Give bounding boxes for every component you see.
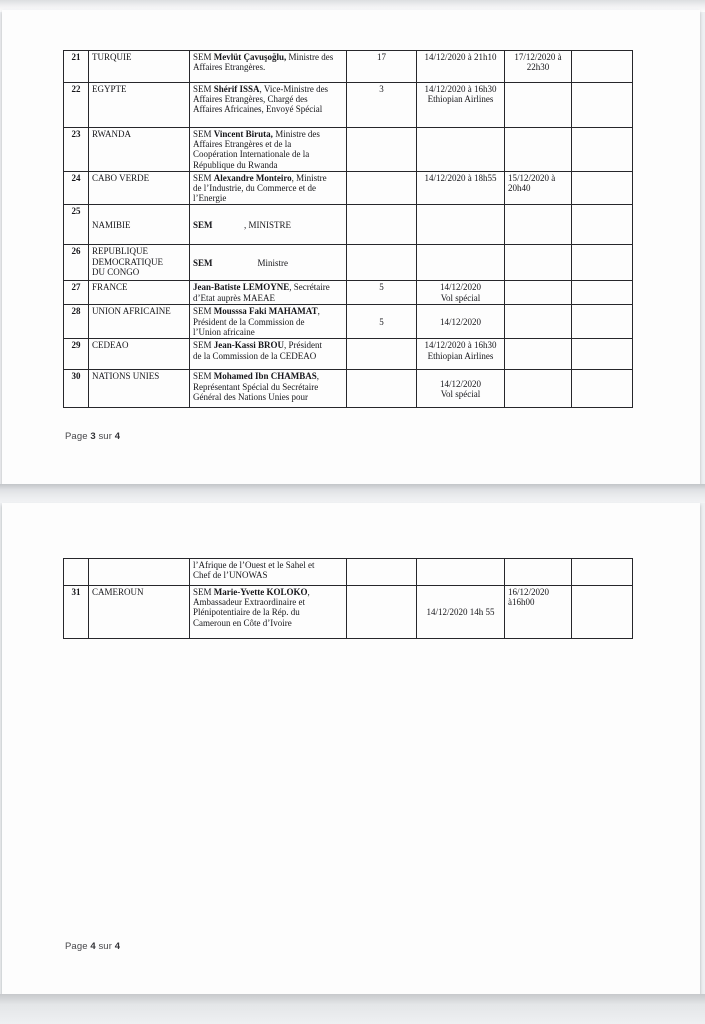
text-line xyxy=(193,382,343,392)
text: 23 xyxy=(71,129,81,139)
text: SEM xyxy=(193,371,214,382)
table-cell xyxy=(572,559,633,586)
text: Vol spécial xyxy=(440,292,481,303)
table-row xyxy=(64,128,633,172)
text: Ambassadeur Extraordinaire et xyxy=(193,597,305,608)
text-line xyxy=(350,84,413,94)
bold-text: 4 xyxy=(114,941,121,952)
text: NAMIBIE xyxy=(92,219,131,230)
table-cell xyxy=(572,51,633,83)
table-cell xyxy=(190,559,347,586)
table-row xyxy=(64,205,633,245)
text: 14/12/2020 xyxy=(439,378,481,389)
table-cell xyxy=(64,281,89,305)
text: 26 xyxy=(71,246,81,257)
text-line xyxy=(92,173,186,183)
text: , MINISTRE xyxy=(212,219,292,230)
text-line xyxy=(420,340,501,350)
table-cell xyxy=(64,205,89,245)
table-cell xyxy=(505,128,572,172)
table-cell xyxy=(417,305,505,339)
text-line xyxy=(67,206,85,216)
text-line xyxy=(193,618,343,628)
bold-text: Jean-Batiste LEMOYNE xyxy=(193,282,290,293)
text: , xyxy=(307,587,310,597)
table-cell xyxy=(190,51,347,83)
text: 14/12/2020 xyxy=(439,282,481,293)
text: d’Etat auprès MAEAE xyxy=(193,292,275,303)
table-cell xyxy=(505,83,572,128)
text: 14/12/2020 à 21h10 xyxy=(424,52,497,62)
table-cell xyxy=(64,339,89,370)
text: 22 xyxy=(71,84,81,94)
text: FRANCE xyxy=(92,282,128,293)
text: EGYPTE xyxy=(92,84,127,94)
text-line xyxy=(193,351,343,361)
text-line xyxy=(67,52,85,62)
table-cell xyxy=(572,339,633,370)
table-row xyxy=(64,281,633,305)
text: de la Commission de la CEDEAO xyxy=(193,350,317,361)
text-line xyxy=(92,84,186,94)
text-line xyxy=(92,282,186,292)
table-cell xyxy=(64,245,89,281)
bottom-background xyxy=(0,994,705,1024)
table-cell xyxy=(347,205,417,245)
table-cell xyxy=(505,305,572,339)
table-cell xyxy=(190,205,347,245)
table-cell xyxy=(64,370,89,408)
table-cell xyxy=(505,205,572,245)
text: Chef de l’UNOWAS xyxy=(193,570,268,581)
table-cell xyxy=(347,171,417,205)
text-line xyxy=(67,282,85,292)
text-line xyxy=(193,84,343,94)
text: CAMEROUN xyxy=(92,587,144,597)
text: Affaires Etrangères. xyxy=(193,62,266,73)
text-line xyxy=(92,267,186,277)
text: DEMOCRATIQUE xyxy=(92,256,163,267)
table-cell xyxy=(572,370,633,408)
text-line xyxy=(420,389,501,399)
table-row xyxy=(64,305,633,339)
text: 29 xyxy=(71,340,81,351)
bold-text: Shérif ISSA xyxy=(213,84,260,94)
text-line xyxy=(92,246,186,256)
table-cell xyxy=(417,205,505,245)
table-row xyxy=(64,171,633,205)
bold-text: Mohamed Ibn CHAMBAS xyxy=(213,371,317,382)
text-line xyxy=(193,293,343,303)
text-line xyxy=(193,597,343,607)
table-cell xyxy=(572,281,633,305)
text-line xyxy=(193,62,343,72)
text-line xyxy=(508,587,568,597)
text-line xyxy=(92,257,186,267)
text-line xyxy=(193,560,343,570)
text: l’Union africaine xyxy=(193,326,255,337)
table-cell xyxy=(505,370,572,408)
bold-text: Jean-Kassi BROU xyxy=(213,340,285,351)
text: , Vice-Ministre des xyxy=(259,84,329,94)
table-cell xyxy=(64,83,89,128)
bold-text: 4 xyxy=(90,941,96,952)
text-line xyxy=(193,193,343,203)
table-cell xyxy=(505,281,572,305)
table-cell xyxy=(505,339,572,370)
text: Ministre xyxy=(212,257,289,268)
text-line xyxy=(420,293,501,303)
text: République du Rwanda xyxy=(193,159,278,170)
table-cell xyxy=(347,83,417,128)
table-cell xyxy=(64,586,89,639)
text: Affaires Africaines, Envoyé Spécial xyxy=(193,104,323,115)
text: SEM xyxy=(193,587,214,597)
text: Ministre des xyxy=(286,52,334,62)
text-line xyxy=(420,317,501,327)
arrivals-table-page-4 xyxy=(63,558,633,639)
table-cell xyxy=(64,305,89,339)
text-line xyxy=(193,306,343,316)
table-cell xyxy=(417,370,505,408)
text: à16h00 xyxy=(508,597,535,608)
table-cell xyxy=(64,559,89,586)
table-cell xyxy=(190,370,347,408)
text: REPUBLIQUE xyxy=(92,246,148,257)
table-cell xyxy=(89,51,190,83)
table-cell xyxy=(347,245,417,281)
text: , Ministre xyxy=(291,172,327,183)
text-line xyxy=(193,183,343,193)
text: 24 xyxy=(71,172,81,183)
text-line xyxy=(193,607,343,617)
bold-text: SEM xyxy=(193,219,213,230)
text: Général des Nations Unies pour xyxy=(193,391,308,402)
page-footer xyxy=(65,941,120,952)
text-line xyxy=(508,62,568,72)
text-line xyxy=(350,282,413,292)
table-cell xyxy=(347,370,417,408)
text: 17/12/2020 à xyxy=(514,52,562,62)
text: 20h40 xyxy=(508,183,531,194)
text-line xyxy=(67,306,85,316)
table-cell xyxy=(417,51,505,83)
text-line xyxy=(420,379,501,389)
table-cell xyxy=(89,586,190,639)
table-cell xyxy=(572,205,633,245)
text-line xyxy=(508,52,568,62)
text: sur xyxy=(95,941,115,952)
bold-text: SEM xyxy=(193,257,213,268)
text-line xyxy=(193,371,343,381)
text: Ministre des xyxy=(272,129,320,139)
text: 21 xyxy=(71,52,81,62)
text: Affaires Etrangères et de la xyxy=(193,139,292,150)
delegations-table xyxy=(63,50,633,408)
text-line xyxy=(508,173,568,183)
text: 5 xyxy=(379,282,384,293)
text: SEM xyxy=(193,172,214,183)
table-row xyxy=(64,83,633,128)
text: NATIONS UNIES xyxy=(92,371,160,382)
table-cell xyxy=(505,559,572,586)
text: 14/12/2020 à 18h55 xyxy=(424,172,497,183)
text: 16/12/2020 xyxy=(508,587,550,597)
text: RWANDA xyxy=(92,129,132,139)
text: UNION AFRICAINE xyxy=(92,306,171,317)
text-line xyxy=(193,94,343,104)
table-cell xyxy=(190,586,347,639)
text-line xyxy=(508,597,568,607)
text-line xyxy=(92,52,186,62)
table-cell xyxy=(505,51,572,83)
text-line xyxy=(193,587,343,597)
text: 17 xyxy=(377,52,386,62)
text: Vol spécial xyxy=(440,388,481,399)
table-cell xyxy=(89,339,190,370)
table-cell xyxy=(89,171,190,205)
table-row xyxy=(64,339,633,370)
text-line xyxy=(193,139,343,149)
table-cell xyxy=(417,339,505,370)
text-line xyxy=(67,246,85,256)
table-cell xyxy=(347,305,417,339)
text-line xyxy=(67,371,85,381)
text: 28 xyxy=(71,306,81,317)
text-line xyxy=(67,340,85,350)
table-cell xyxy=(505,586,572,639)
text-line xyxy=(67,173,85,183)
text: l’Energie xyxy=(193,193,227,204)
text-line xyxy=(92,587,186,597)
text-line xyxy=(193,327,343,337)
table-cell xyxy=(417,128,505,172)
text: Ethiopian Airlines xyxy=(427,94,494,105)
table-cell xyxy=(190,305,347,339)
text-line xyxy=(420,84,501,94)
text-line xyxy=(92,129,186,139)
text: SEM xyxy=(193,52,214,62)
text-line xyxy=(193,160,343,170)
text-line xyxy=(193,52,343,62)
text-line xyxy=(92,220,186,230)
table-cell xyxy=(417,586,505,639)
text: Plénipotentiaire de la Rép. du xyxy=(193,607,300,618)
text-line xyxy=(420,282,501,292)
table-cell xyxy=(190,128,347,172)
text: TURQUIE xyxy=(92,52,132,62)
text: 15/12/2020 à xyxy=(508,172,556,183)
text: Affaires Etrangères, Chargé des xyxy=(193,94,308,105)
table-cell xyxy=(347,586,417,639)
text: Ethiopian Airlines xyxy=(427,350,494,361)
table-row xyxy=(64,245,633,281)
text-line xyxy=(193,173,343,183)
text: , Secrétaire xyxy=(289,282,330,293)
text-line xyxy=(420,52,501,62)
bold-text: Alexandre Monteiro xyxy=(213,172,292,183)
table-cell xyxy=(89,128,190,172)
page-sheet-3 xyxy=(2,10,700,484)
table-cell xyxy=(417,171,505,205)
table-cell xyxy=(417,83,505,128)
text: 22h30 xyxy=(526,62,550,73)
text-line xyxy=(193,570,343,580)
table-cell xyxy=(64,171,89,205)
text: , Président xyxy=(284,340,323,351)
text: SEM xyxy=(193,340,214,351)
table-cell xyxy=(347,281,417,305)
text: , xyxy=(317,306,320,317)
table-cell xyxy=(190,245,347,281)
text: 5 xyxy=(379,316,384,327)
text-line xyxy=(92,371,186,381)
table-cell xyxy=(190,83,347,128)
table-row xyxy=(64,51,633,83)
page-gap xyxy=(0,484,705,503)
table-cell xyxy=(572,245,633,281)
text-line xyxy=(67,587,85,597)
arrivals-table-page-3 xyxy=(63,50,633,408)
text: 31 xyxy=(71,587,81,597)
bold-text: 3 xyxy=(90,431,96,442)
table-cell xyxy=(89,245,190,281)
text-line xyxy=(508,183,568,193)
text-line xyxy=(193,129,343,139)
text: sur xyxy=(95,431,115,442)
table-cell xyxy=(89,370,190,408)
text: 14/12/2020 14h 55 xyxy=(426,606,495,617)
table-cell xyxy=(64,51,89,83)
text-line xyxy=(92,340,186,350)
bold-text: Mevlüt Çavuşoğlu, xyxy=(213,52,287,62)
text: CABO VERDE xyxy=(92,172,150,183)
table-cell xyxy=(89,305,190,339)
text-line xyxy=(193,258,343,268)
text: 14/12/2020 xyxy=(439,316,481,327)
table-cell xyxy=(572,128,633,172)
text: , xyxy=(316,371,320,382)
table-cell xyxy=(572,305,633,339)
text: 27 xyxy=(71,282,81,293)
text: SEM xyxy=(193,306,214,317)
table-row xyxy=(64,586,633,639)
table-cell xyxy=(89,205,190,245)
text-line xyxy=(193,392,343,402)
table-cell xyxy=(89,281,190,305)
table-cell xyxy=(190,281,347,305)
table-cell xyxy=(347,51,417,83)
table-cell xyxy=(417,245,505,281)
text-line xyxy=(193,340,343,350)
text-line xyxy=(350,52,413,62)
text: DU CONGO xyxy=(92,266,140,277)
text-line xyxy=(420,94,501,104)
text: CEDEAO xyxy=(92,340,129,351)
text: SEM xyxy=(193,129,214,139)
text: de l’Industrie, du Commerce et de xyxy=(193,183,316,194)
text: SEM xyxy=(193,84,214,94)
table-cell xyxy=(417,281,505,305)
bold-text: Marie-Yvette KOLOKO xyxy=(213,587,308,597)
delegations-table xyxy=(63,558,633,639)
text: 14/12/2020 à 16h30 xyxy=(424,84,497,94)
page-sheet-4 xyxy=(2,503,700,994)
text: 30 xyxy=(71,371,81,382)
text-line xyxy=(67,129,85,139)
text-line xyxy=(193,104,343,114)
text-line xyxy=(193,149,343,159)
table-cell xyxy=(572,586,633,639)
table-cell xyxy=(505,245,572,281)
text-line xyxy=(420,607,501,617)
text: 14/12/2020 à 16h30 xyxy=(424,340,497,351)
text: Page xyxy=(65,431,91,442)
text: 25 xyxy=(71,206,81,217)
text: Représentant Spécial du Secrétaire xyxy=(193,381,319,392)
text: l’Afrique de l’Ouest et le Sahel et xyxy=(193,560,315,570)
table-cell xyxy=(572,171,633,205)
table-cell xyxy=(89,559,190,586)
text: Coopération Internationale de la xyxy=(193,149,310,160)
text-line xyxy=(350,317,413,327)
table-cell xyxy=(572,83,633,128)
text-line xyxy=(420,173,501,183)
text-line xyxy=(193,220,343,230)
bold-text: Vincent Biruta, xyxy=(213,129,273,139)
table-cell xyxy=(505,171,572,205)
bold-text: 4 xyxy=(114,431,121,442)
table-cell xyxy=(190,339,347,370)
page-footer xyxy=(65,431,120,442)
text: Page xyxy=(65,941,91,952)
text-line xyxy=(193,317,343,327)
bold-text: Mousssa Faki MAHAMAT xyxy=(213,306,318,317)
table-row xyxy=(64,559,633,586)
table-cell xyxy=(89,83,190,128)
text-line xyxy=(67,84,85,94)
text-line xyxy=(193,282,343,292)
text: Cameroun en Côte d’Ivoire xyxy=(193,617,292,628)
table-cell xyxy=(347,339,417,370)
text-line xyxy=(420,351,501,361)
text: Président de la Commission de xyxy=(193,316,305,327)
text-line xyxy=(92,306,186,316)
table-cell xyxy=(190,171,347,205)
table-cell xyxy=(347,128,417,172)
table-cell xyxy=(64,128,89,172)
table-cell xyxy=(417,559,505,586)
text: 3 xyxy=(379,84,384,94)
table-row xyxy=(64,370,633,408)
table-cell xyxy=(347,559,417,586)
